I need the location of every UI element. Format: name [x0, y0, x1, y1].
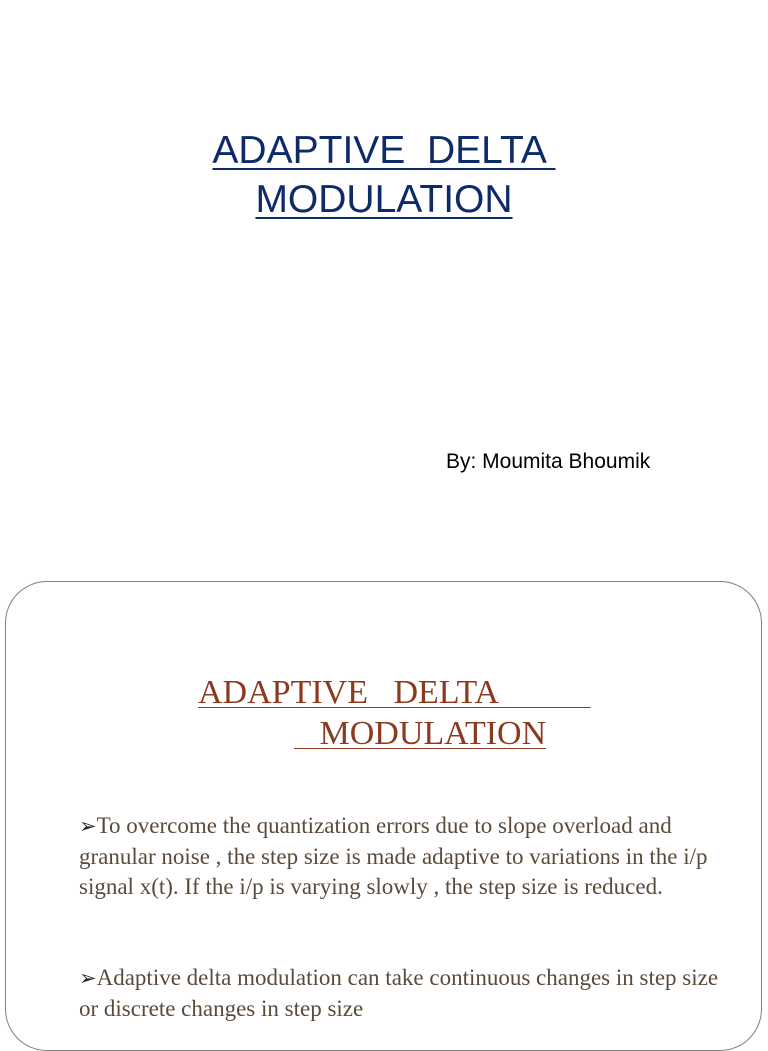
- bullet-item: [79, 963, 719, 1024]
- bullet-text: Adaptive delta modulation can take continuous changes in step size or discrete changes in step size: [79, 965, 719, 1021]
- slide-title: [0, 126, 768, 224]
- arrow-bullet-icon: ➢: [79, 814, 97, 838]
- author-byline: By: Moumita Bhoumik: [446, 450, 651, 473]
- arrow-bullet-icon: ➢: [79, 966, 97, 990]
- content-slide: [5, 581, 762, 1051]
- bullet-text: To overcome the quantization errors due to slope overload and granular noise , the step size is made adaptive to variations in the i/p signal x(t). If the i/p is varying slowly , the step size is reduced.: [79, 813, 708, 899]
- content-title-line-1: ADAPTIVE DELTA: [198, 674, 591, 711]
- slide-title-line-1: ADAPTIVE DELTA: [212, 129, 556, 172]
- bullet-item: [79, 811, 719, 903]
- slide-title-line-2: MODULATION: [255, 178, 513, 221]
- content-title-line-2: MODULATION: [294, 715, 547, 752]
